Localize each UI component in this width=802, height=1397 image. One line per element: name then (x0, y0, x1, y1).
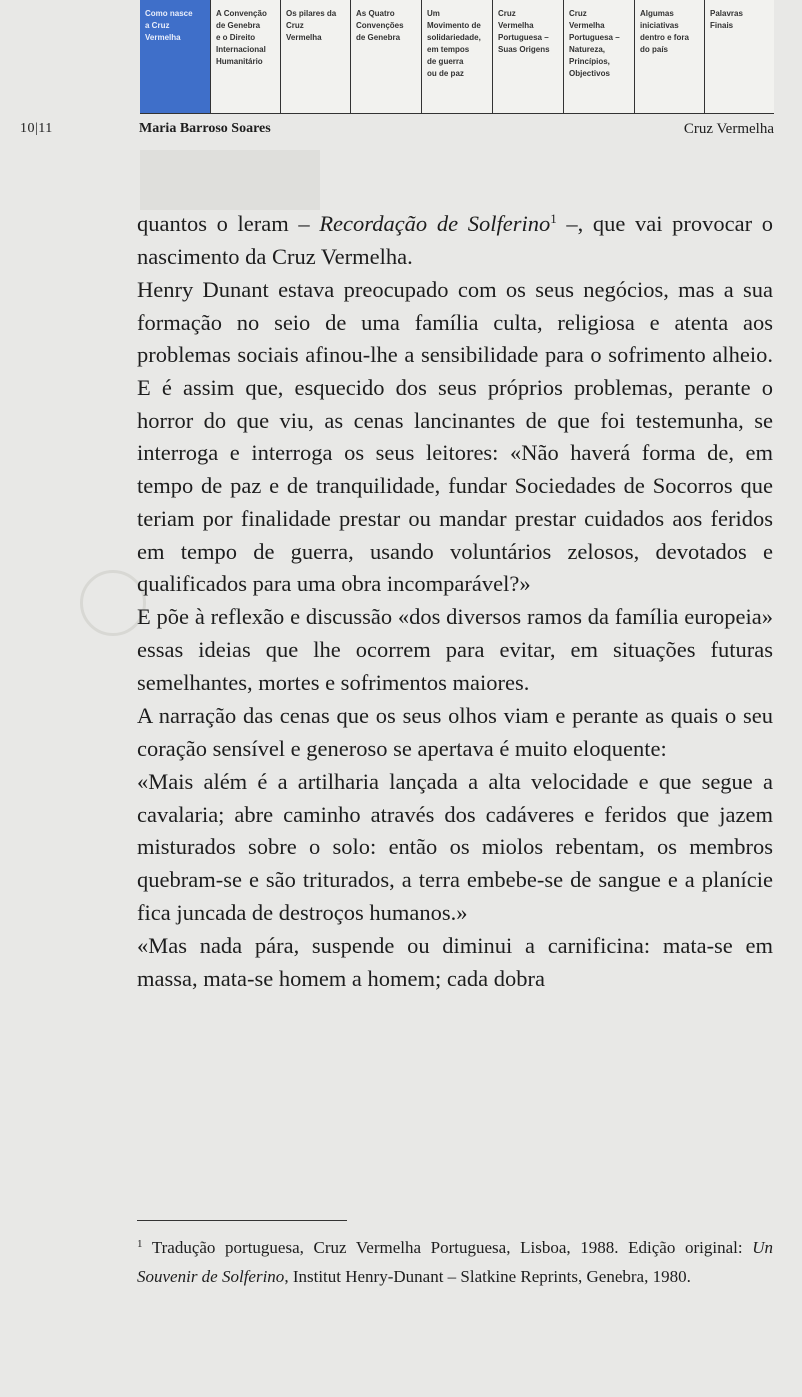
nav-item-label: Convenções (356, 21, 404, 30)
nav-item-label: de Genebra (356, 33, 401, 42)
nav-item-label: do país (640, 45, 669, 54)
paragraph: A narração das cenas que os seus olhos viam e perante as quais o seu coração sensível e generoso se apertava é muito eloquente: (137, 703, 773, 761)
nav-item-label: Suas Origens (498, 45, 550, 54)
nav-item-palavras-finais[interactable] (705, 0, 774, 113)
nav-item-label: A Convenção (216, 9, 267, 18)
paragraph: Henry Dunant estava preocupado com os seus negócios, mas a sua formação no seio de uma família culta, religiosa e atenta aos problemas sociais afinou-lhe a sensibilidade para o sofrimento alheio. E é assim que, esquecido dos seus próprios problemas, perante o horror do que viu, as cenas lancinantes de que foi testemunha, se interroga e interroga os seus leitores: «Não haverá forma de, em tempo de paz e de tranquilidade, fundar Sociedades de Socorros que teriam por finalidade prestar ou mandar prestar cuidados aos feridos em tempo de guerra, usando voluntários zelosos, devotados e qualificados para uma obra incomparável?» (137, 276, 773, 597)
nav-item-label: Vermelha (569, 21, 605, 30)
nav-item-label: iniciativas (640, 21, 679, 30)
nav-item-label: Princípios, (569, 57, 610, 66)
nav-item-label: Cruz (569, 9, 587, 18)
footnote-reference[interactable]: 1 (550, 211, 557, 226)
nav-item-origens[interactable] (493, 0, 564, 113)
main-text (137, 208, 773, 995)
nav-item-label: Algumas (640, 9, 674, 18)
footnote: $^1$ Tradução portuguesa, Cruz Vermelha Portuguesa, Lisboa, 1988. Edição original: Un Souvenir de Solferino, Institut Henry-Dunant – Slatkine Reprints, Genebra, 1980. (137, 1238, 773, 1286)
nav-item-label: Vermelha (286, 33, 322, 42)
nav-item-label: As Quatro (356, 9, 395, 18)
nav-item-label: de Genebra (216, 21, 261, 30)
nav-item-label: Os pilares da (286, 9, 337, 18)
quotation: «Mais além é a artilharia lançada a alta velocidade e que segue a cavalaria; abre caminho através dos cadáveres e feridos que jazem misturados sobre o solo: então os miolos rebentam, os membros quebram-se e são triturados, a terra embebe-se de sangue e a planície fica juncada de destroços humanos.» (137, 768, 773, 925)
nav-item-label: Cruz (286, 21, 304, 30)
nav-item-label: de guerra (427, 57, 464, 66)
nav-item-label: Portuguesa – (569, 33, 620, 42)
paragraph: E põe à reflexão e discussão «dos diversos ramos da família europeia» essas ideias que lhe ocorrem para evitar, em situações futuras semelhantes, mortes e sofrimentos maiores. (137, 604, 773, 695)
nav-item-iniciativas[interactable] (635, 0, 705, 113)
nav-item-label: Natureza, (569, 45, 606, 54)
nav-item-label: Objectivos (569, 69, 610, 78)
nav-item-label: dentro e fora (640, 33, 689, 42)
running-author: Maria Barroso Soares (139, 121, 271, 136)
paragraph: quantos o leram – Recordação de Solferino$^1$ –, que vai provocar o nascimento da Cruz Vermelha. (137, 211, 774, 269)
nav-item-label: Palavras (710, 9, 743, 18)
nav-item-label: a Cruz (145, 21, 170, 30)
nav-item-label: Como nasce (145, 9, 193, 18)
nav-item-label: Um (427, 9, 440, 18)
nav-item-quatro-convencoes[interactable] (351, 0, 422, 113)
quotation: «Mas nada pára, suspende ou diminui a carnificina: mata-se em massa, mata-se homem a homem; cada dobra (137, 932, 773, 991)
nav-item-convencao-genebra[interactable] (211, 0, 281, 113)
original-title: Un Souvenir de Solferino (137, 1238, 773, 1286)
nav-item-label: Movimento de (427, 21, 481, 30)
nav-item-label: Vermelha (145, 33, 181, 42)
nav-item-como-nasce[interactable] (140, 0, 211, 113)
nav-item-label: Cruz (498, 9, 516, 18)
nav-item-label: e o Direito (216, 33, 256, 42)
nav-item-label: Vermelha (498, 21, 534, 30)
nav-item-label: solidariedade, (427, 33, 481, 42)
nav-item-label: ou de paz (427, 69, 464, 78)
nav-item-natureza[interactable] (564, 0, 635, 113)
nav-item-movimento[interactable] (422, 0, 493, 113)
chapter-navigation (140, 0, 774, 114)
nav-item-label: Internacional (216, 45, 266, 54)
nav-item-pilares[interactable] (281, 0, 351, 113)
nav-item-label: em tempos (427, 45, 470, 54)
book-title: Recordação de Solferino (319, 211, 551, 236)
nav-item-label: Humanitário (216, 57, 263, 66)
running-section-title: Cruz Vermelha (683, 121, 774, 137)
footnote-divider (137, 1220, 347, 1221)
page-number: 10|11 (20, 121, 53, 136)
footnote-marker: 1 (137, 1238, 143, 1250)
nav-item-label: Portuguesa – (498, 33, 549, 42)
show-through-shadow (140, 150, 320, 210)
nav-item-label: Finais (710, 21, 734, 30)
